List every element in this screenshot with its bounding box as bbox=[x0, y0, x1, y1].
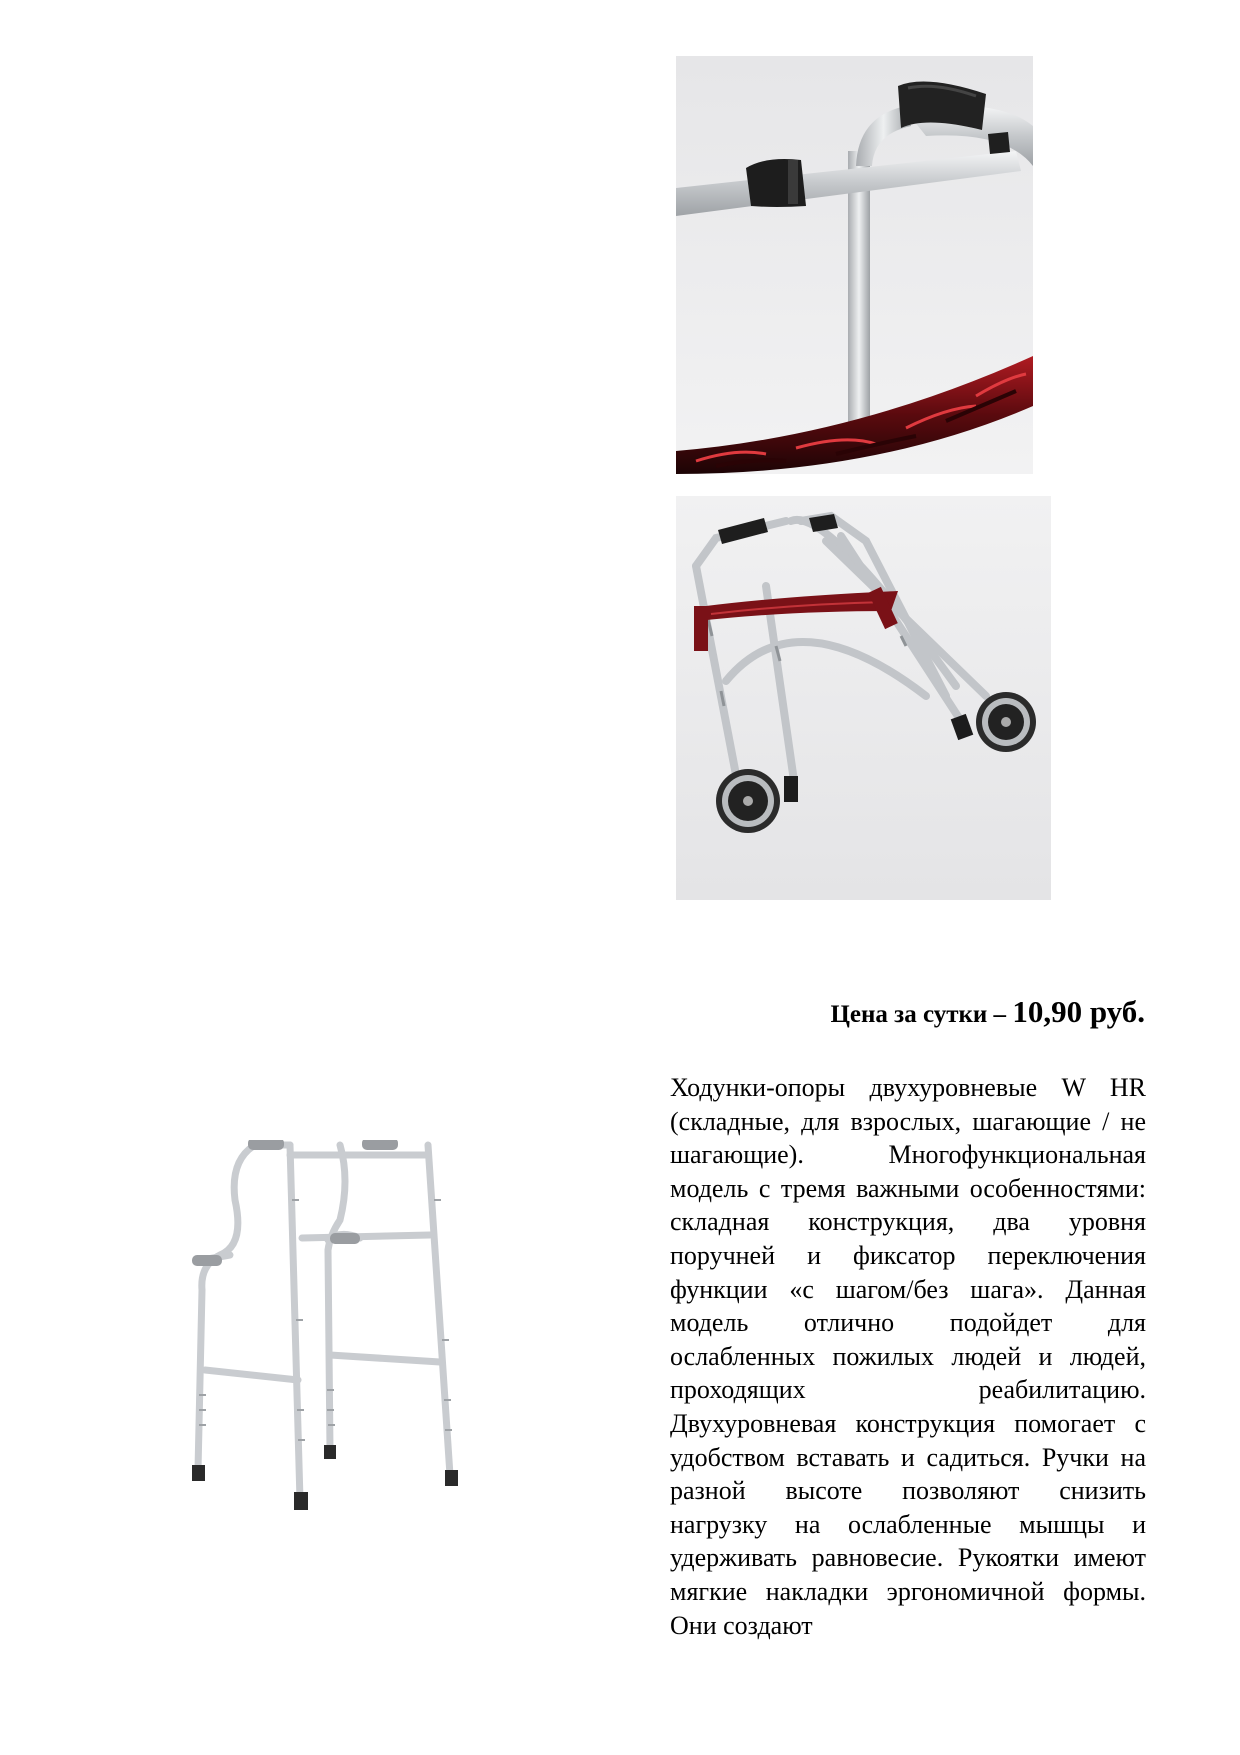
daily-price bbox=[640, 992, 1145, 1035]
folded-walker-photo bbox=[676, 496, 1051, 900]
walker-handle-closeup-photo bbox=[676, 56, 1033, 474]
product-description: Ходунки-опоры двухуровневые W HR (складные, для взрослых, шагающие / не шагающие). Многофункциональная модель с тремя важными особенностями: складная конструкция, два уровня поручней и фиксатор переключения функции «с шагом/без шага». Данная модель отлично подойдет для ослабленных пожилых людей и людей, проходящих реабилитацию. Двухуровневая конструкция помогает с удобством вставать и садиться. Ручки на разной высоте позволяют снизить нагрузку на ослабленные мышцы и удерживать равновесие. Рукоятки имеют мягкие накладки эргономичной формы. Они создают bbox=[670, 1073, 1146, 1640]
price-value: 10,90 руб. bbox=[1012, 994, 1145, 1029]
walker-full-view-photo bbox=[190, 1140, 500, 1518]
price-label: Цена за сутки – bbox=[830, 1001, 1007, 1028]
